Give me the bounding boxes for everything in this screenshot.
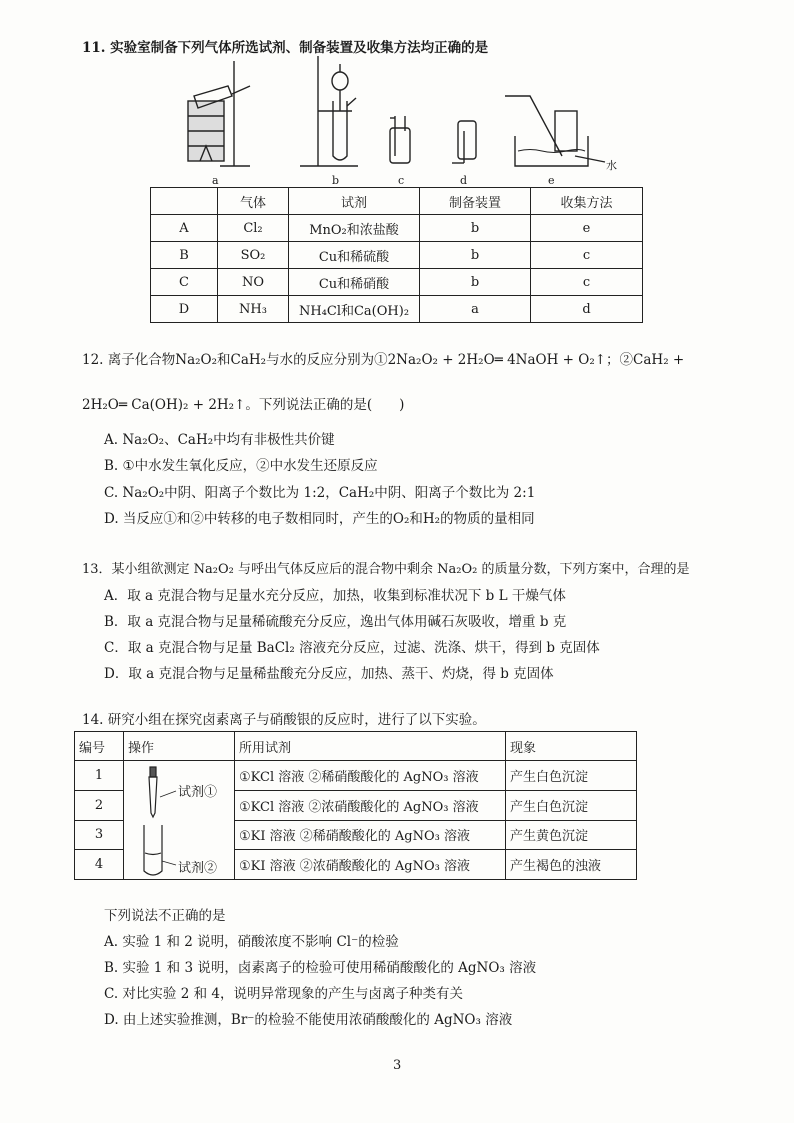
q12-line1: 12. 离子化合物Na₂O₂和CaH₂与水的反应分别为①2Na₂O₂ + 2H₂O═ 4NaOH + O₂↑；②CaH₂ + xyxy=(82,352,685,368)
q11-title: 11. 实验室制备下列气体所选试剂、制备装置及收集方法均正确的是 xyxy=(82,40,489,56)
table-cell: b xyxy=(420,215,531,242)
table-cell: 2 xyxy=(75,790,124,820)
table-cell xyxy=(151,188,218,215)
table-cell: b xyxy=(420,269,531,296)
table-cell: A xyxy=(151,215,218,242)
apparatus-e-icon xyxy=(505,96,605,166)
table-cell: Cl₂ xyxy=(218,215,289,242)
table-cell: 现象 xyxy=(506,732,637,761)
table-cell: 编号 xyxy=(75,732,124,761)
label-a: a xyxy=(212,174,219,187)
q13-title: 13．某小组欲测定 Na₂O₂ 与呼出气体反应后的混合物中剩余 Na₂O₂ 的质量分数，下列方案中，合理的是 xyxy=(82,562,690,577)
table-cell: ①KI 溶液 ②稀硝酸酸化的 AgNO₃ 溶液 xyxy=(235,820,506,850)
q12-option-a: A. Na₂O₂、CaH₂中均有非极性共价键 xyxy=(104,432,335,448)
q13-option-a: A．取 a 克混合物与足量水充分反应，加热，收集到标准状况下 b L 干燥气体 xyxy=(104,588,566,604)
q14-option-a: A. 实验 1 和 2 说明，硝酸浓度不影响 Cl⁻的检验 xyxy=(104,934,399,950)
operation-diagram-cell xyxy=(124,761,235,880)
table-cell: Cu和稀硫酸 xyxy=(289,242,420,269)
table-row xyxy=(151,215,643,242)
q14-question: 下列说法不正确的是 xyxy=(104,908,226,924)
q12-line2: 2H₂O═ Ca(OH)₂ + 2H₂↑。下列说法正确的是( ) xyxy=(82,397,405,413)
table-cell: 所用试剂 xyxy=(235,732,506,761)
q14-option-d: D. 由上述实验推测，Br⁻的检验不能使用浓硝酸酸化的 AgNO₃ 溶液 xyxy=(104,1012,513,1028)
q11-table xyxy=(150,187,643,323)
table-row xyxy=(151,296,643,323)
q13-option-c: C．取 a 克混合物与足量 BaCl₂ 溶液充分反应，过滤、洗涤、烘干，得到 b 克固体 xyxy=(104,640,600,656)
table-cell: ①KI 溶液 ②浓硝酸酸化的 AgNO₃ 溶液 xyxy=(235,850,506,880)
page-number: 3 xyxy=(393,1058,402,1073)
table-cell: 产生白色沉淀 xyxy=(506,790,637,820)
table-cell: 产生白色沉淀 xyxy=(506,761,637,791)
table-row xyxy=(151,242,643,269)
q14-option-b: B. 实验 1 和 3 说明，卤素离子的检验可使用稀硝酸酸化的 AgNO₃ 溶液 xyxy=(104,960,537,976)
table-cell: D xyxy=(151,296,218,323)
q14-option-c: C. 对比实验 2 和 4，说明异常现象的产生与卤离子种类有关 xyxy=(104,986,463,1002)
table-cell: NO xyxy=(218,269,289,296)
q12-option-c: C. Na₂O₂中阴、阳离子个数比为 1:2，CaH₂中阴、阳离子个数比为 2:1 xyxy=(104,485,536,501)
reagent2-label: 试剂② xyxy=(178,861,218,876)
label-water: 水 xyxy=(606,159,617,172)
table-cell: NH₃ xyxy=(218,296,289,323)
q12-option-d: D. 当反应①和②中转移的电子数相同时，产生的O₂和H₂的物质的量相同 xyxy=(104,511,535,527)
table-cell: 制备装置 xyxy=(420,188,531,215)
label-b: b xyxy=(332,174,340,187)
label-c: c xyxy=(398,174,405,187)
table-cell: 收集方法 xyxy=(531,188,643,215)
table-cell: c xyxy=(531,242,643,269)
q13-option-d: D．取 a 克混合物与足量稀盐酸充分反应，加热、蒸干、灼烧，得 b 克固体 xyxy=(104,666,554,682)
table-cell: B xyxy=(151,242,218,269)
table-cell: 气体 xyxy=(218,188,289,215)
table-cell: e xyxy=(531,215,643,242)
table-header-row xyxy=(151,188,643,215)
table-cell: C xyxy=(151,269,218,296)
q14-title: 14. 研究小组在探究卤素离子与硝酸银的反应时，进行了以下实验。 xyxy=(82,712,486,728)
q13-option-b: B．取 a 克混合物与足量稀硫酸充分反应，逸出气体用碱石灰吸收，增重 b 克 xyxy=(104,614,567,630)
table-cell: ①KCl 溶液 ②浓硝酸酸化的 AgNO₃ 溶液 xyxy=(235,790,506,820)
table-cell: Cu和稀硝酸 xyxy=(289,269,420,296)
table-cell: ①KCl 溶液 ②稀硝酸酸化的 AgNO₃ 溶液 xyxy=(235,761,506,791)
apparatus-figure xyxy=(180,56,620,180)
table-cell: 产生黄色沉淀 xyxy=(506,820,637,850)
table-header-row xyxy=(75,732,637,761)
table-cell: c xyxy=(531,269,643,296)
apparatus-c-icon xyxy=(390,116,410,163)
table-cell: 试剂 xyxy=(289,188,420,215)
apparatus-d-icon xyxy=(452,121,476,163)
table-cell: NH₄Cl和Ca(OH)₂ xyxy=(289,296,420,323)
table-cell: 3 xyxy=(75,820,124,850)
table-cell: d xyxy=(531,296,643,323)
table-cell: b xyxy=(420,242,531,269)
q12-option-b: B. ①中水发生氧化反应，②中水发生还原反应 xyxy=(104,458,378,474)
reagent1-label: 试剂① xyxy=(178,785,218,800)
table-cell: SO₂ xyxy=(218,242,289,269)
label-d: d xyxy=(460,174,468,187)
label-e: e xyxy=(548,174,555,187)
table-row xyxy=(75,761,637,791)
apparatus-b-icon xyxy=(300,56,358,166)
table-cell: a xyxy=(420,296,531,323)
table-cell: 4 xyxy=(75,850,124,880)
table-cell: 产生褐色的浊液 xyxy=(506,850,637,880)
table-cell: MnO₂和浓盐酸 xyxy=(289,215,420,242)
q14-table xyxy=(74,731,637,880)
table-cell: 1 xyxy=(75,761,124,791)
table-row xyxy=(151,269,643,296)
table-cell: 操作 xyxy=(124,732,235,761)
apparatus-a-icon xyxy=(188,61,250,166)
